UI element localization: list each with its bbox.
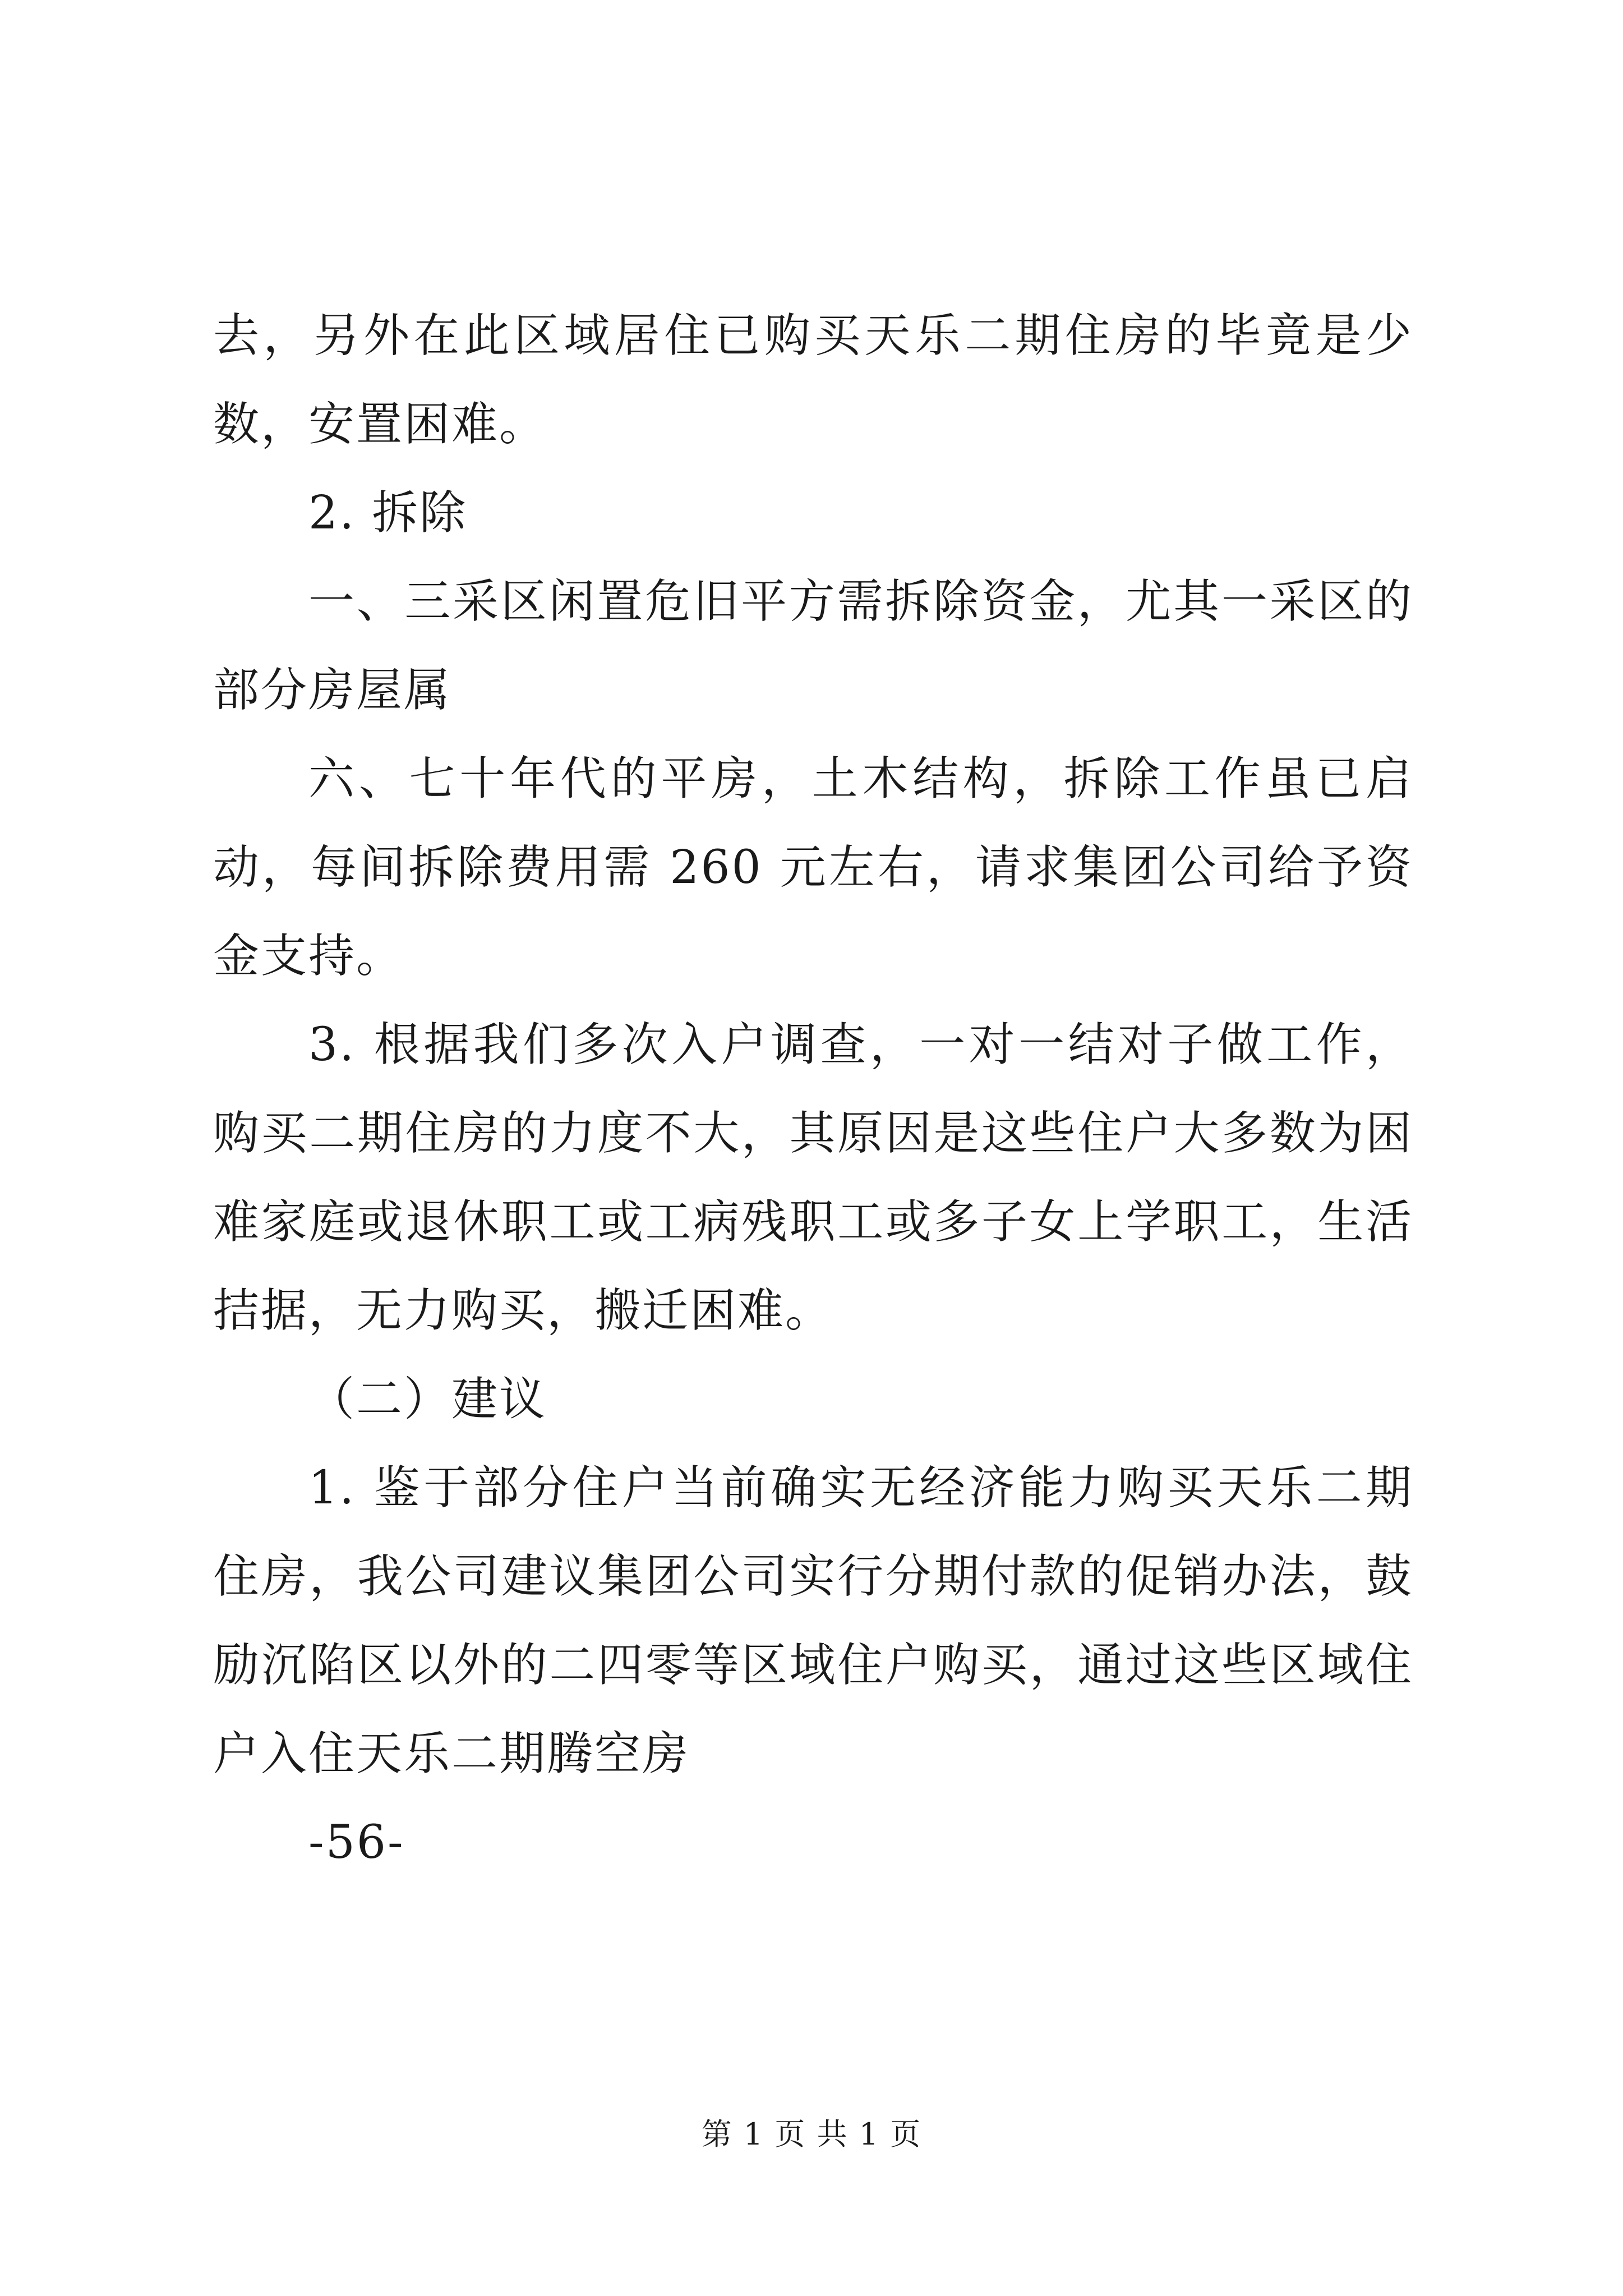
paragraph-demolition-cost: 六、七十年代的平房，土木结构，拆除工作虽已启动，每间拆除费用需 260 元左右，请求集团公司给予资金支持。 (213, 752, 1413, 983)
paragraph-suggestion-installment: 1. 鉴于部分住户当前确实无经济能力购买天乐二期住房，我公司建议集团公司实行分期付款的促销办法，鼓励沉陷区以外的二四零等区域住户购买，通过这些区域住户入住天乐二期腾空房 (213, 1461, 1413, 1780)
paragraph-survey-findings: 3. 根据我们多次入户调查，一对一结对子做工作，购买二期住房的力度不大，其原因是这些住户大多数为困难家庭或退休职工或工病残职工或多子女上学职工，生活拮据，无力购买，搬迁困难。 (213, 1018, 1413, 1337)
heading-suggestions: （二）建议 (308, 1373, 547, 1426)
paragraph-demolition-funds: 一、三采区闲置危旧平方需拆除资金，尤其一采区的部分房屋属 (213, 575, 1413, 717)
inline-page-number: -56- (308, 1816, 405, 1869)
paragraph-continuation: 去，另外在此区域居住已购买天乐二期住房的毕竟是少数，安置困难。 (213, 309, 1413, 451)
page-footer: 第 1 页 共 1 页 (701, 2116, 922, 2152)
heading-demolition: 2. 拆除 (308, 486, 468, 540)
document-body (213, 292, 1413, 1887)
